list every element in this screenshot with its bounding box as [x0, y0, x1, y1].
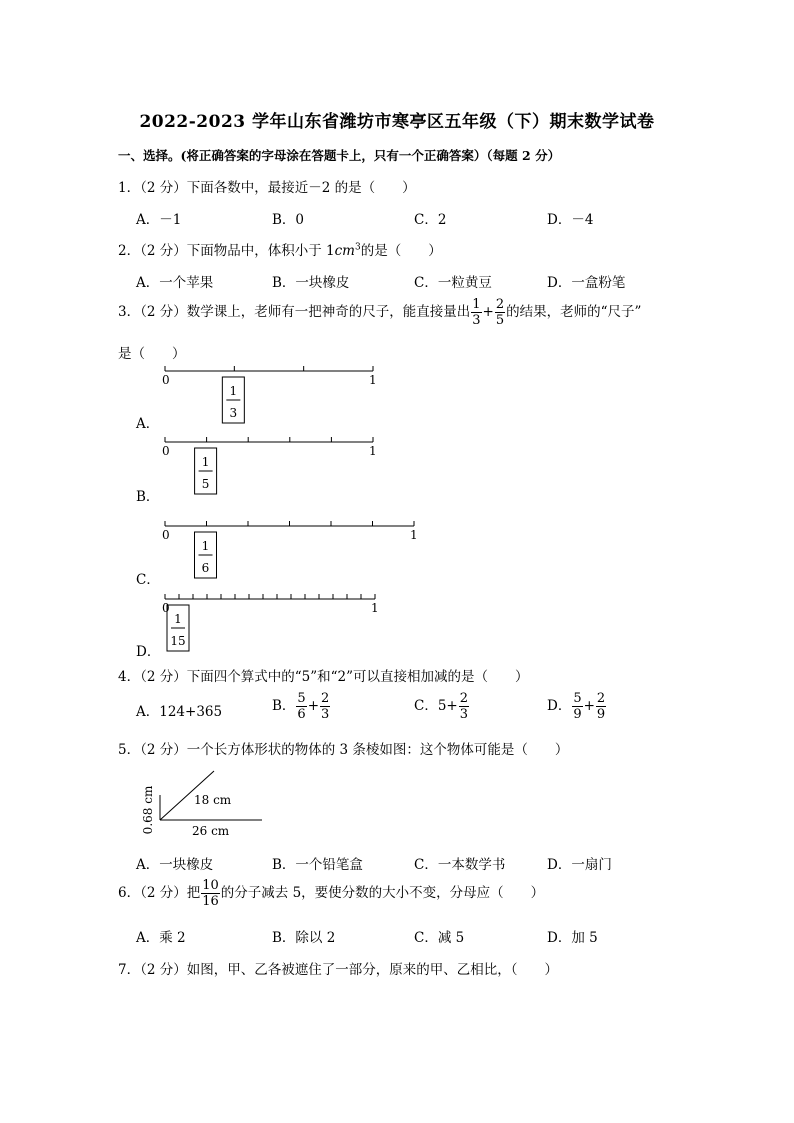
q6-fraction: $\frac{10}{16}$ — [202, 878, 219, 909]
q6-option-d[interactable]: D．加 5 — [547, 930, 598, 946]
q1-option-d[interactable]: D．－4 — [547, 212, 594, 228]
q3-fraction-1: $\frac{1}{3}$ — [472, 297, 481, 328]
q1-option-a[interactable]: A．－1 — [136, 212, 182, 228]
question-5-stem: 5．（2 分）一个长方体形状的物体的 3 条棱如图：这个物体可能是（ ） — [118, 742, 569, 758]
q4-option-b[interactable]: B． $\frac{5}{6}$ + $\frac{2}{3}$ — [272, 691, 330, 722]
question-1-stem: 1．（2 分）下面各数中，最接近－2 的是（ ） — [118, 180, 416, 196]
page-title: 2022-2023 学年山东省潍坊市寒亭区五年级（下）期末数学试卷 — [139, 112, 655, 132]
q5-option-c[interactable]: C．一本数学书 — [414, 857, 506, 873]
question-7-stem: 7．（2 分）如图，甲、乙各被遮住了一部分，原来的甲、乙相比，（ ） — [118, 962, 558, 978]
q2-option-d[interactable]: D．一盒粉笔 — [547, 275, 626, 291]
ruler-b-end-label: 1 — [369, 444, 377, 458]
q3-stem-post: 的结果，老师的“尺子” — [506, 304, 642, 320]
ruler-b-fraction-denominator: 5 — [201, 477, 210, 491]
q2-option-a[interactable]: A．一个苹果 — [136, 275, 214, 291]
q2-unit: cm — [334, 243, 355, 259]
q3-plus: + — [482, 304, 494, 320]
q6-option-b[interactable]: B．除以 2 — [272, 930, 336, 946]
q4-option-a[interactable]: A．124+365 — [136, 704, 223, 720]
q4-option-c[interactable]: C．5+ $\frac{2}{3}$ — [414, 691, 469, 722]
q1-option-c[interactable]: C．2 — [414, 212, 447, 228]
ruler-a-fraction-denominator: 3 — [229, 406, 238, 420]
q3-option-d-label[interactable]: D． — [136, 644, 161, 660]
question-4-stem: 4．（2 分）下面四个算式中的“5”和“2”可以直接相加减的是（ ） — [118, 669, 529, 685]
edge-vertical-label: 0.68 cm — [141, 785, 155, 835]
ruler-c-end-label: 1 — [410, 528, 418, 542]
ruler-d-start-label: 0 — [162, 601, 170, 615]
q5-option-d[interactable]: D．一扇门 — [547, 857, 612, 873]
q3-option-c-label[interactable]: C． — [136, 572, 160, 588]
q2-exponent: 3 — [354, 242, 361, 253]
ruler-c-start-label: 0 — [162, 528, 170, 542]
question-3-stem-line2: 是（ ） — [118, 346, 186, 362]
q3-stem-pre: 3．（2 分）数学课上，老师有一把神奇的尺子，能直接量出 — [118, 304, 471, 320]
ruler-c-fraction-numerator: 1 — [201, 539, 210, 553]
section-heading: 一、选择。(将正确答案的字母涂在答题卡上，只有一个正确答案）（每题 2 分） — [118, 148, 561, 163]
ruler-a-fraction-numerator: 1 — [229, 384, 238, 398]
q5-cuboid-edges-figure — [130, 765, 280, 845]
q3-fraction-2: $\frac{2}{5}$ — [495, 297, 505, 328]
q1-option-b[interactable]: B．0 — [272, 212, 305, 228]
q3-option-a-label[interactable]: A． — [136, 416, 160, 432]
ruler-b-start-label: 0 — [162, 444, 170, 458]
ruler-a-end-label: 1 — [369, 373, 377, 387]
ruler-d-fraction-numerator: 1 — [174, 612, 182, 626]
ruler-d-fraction-denominator: 15 — [170, 634, 186, 648]
question-6-stem: 6．（2 分）把 $\frac{10}{16}$ 的分子减去 5，要使分数的大小不变，分母应（ ） — [118, 878, 545, 909]
q6-option-a[interactable]: A．乘 2 — [136, 930, 186, 946]
q5-option-a[interactable]: A．一块橡皮 — [136, 857, 214, 873]
q3-option-b-label[interactable]: B． — [136, 489, 160, 505]
q4-option-d[interactable]: D． $\frac{5}{9}$ + $\frac{2}{9}$ — [547, 691, 606, 722]
ruler-c-fraction-denominator: 6 — [201, 561, 210, 575]
ruler-a-start-label: 0 — [162, 373, 170, 387]
q2-option-b[interactable]: B．一块橡皮 — [272, 275, 350, 291]
edge-horizontal-label: 26 cm — [192, 824, 230, 838]
q2-stem-pre: 2．（2 分）下面物品中，体积小于 1 — [118, 243, 335, 259]
edge-diagonal-label: 18 cm — [194, 793, 232, 807]
q2-option-c[interactable]: C．一粒黄豆 — [414, 275, 492, 291]
q5-option-b[interactable]: B．一个铅笔盒 — [272, 857, 363, 873]
q6-option-c[interactable]: C．减 5 — [414, 930, 465, 946]
ruler-b-fraction-numerator: 1 — [201, 455, 210, 469]
ruler-d-end-label: 1 — [371, 601, 379, 615]
q2-stem-post: 的是（ ） — [360, 243, 442, 259]
